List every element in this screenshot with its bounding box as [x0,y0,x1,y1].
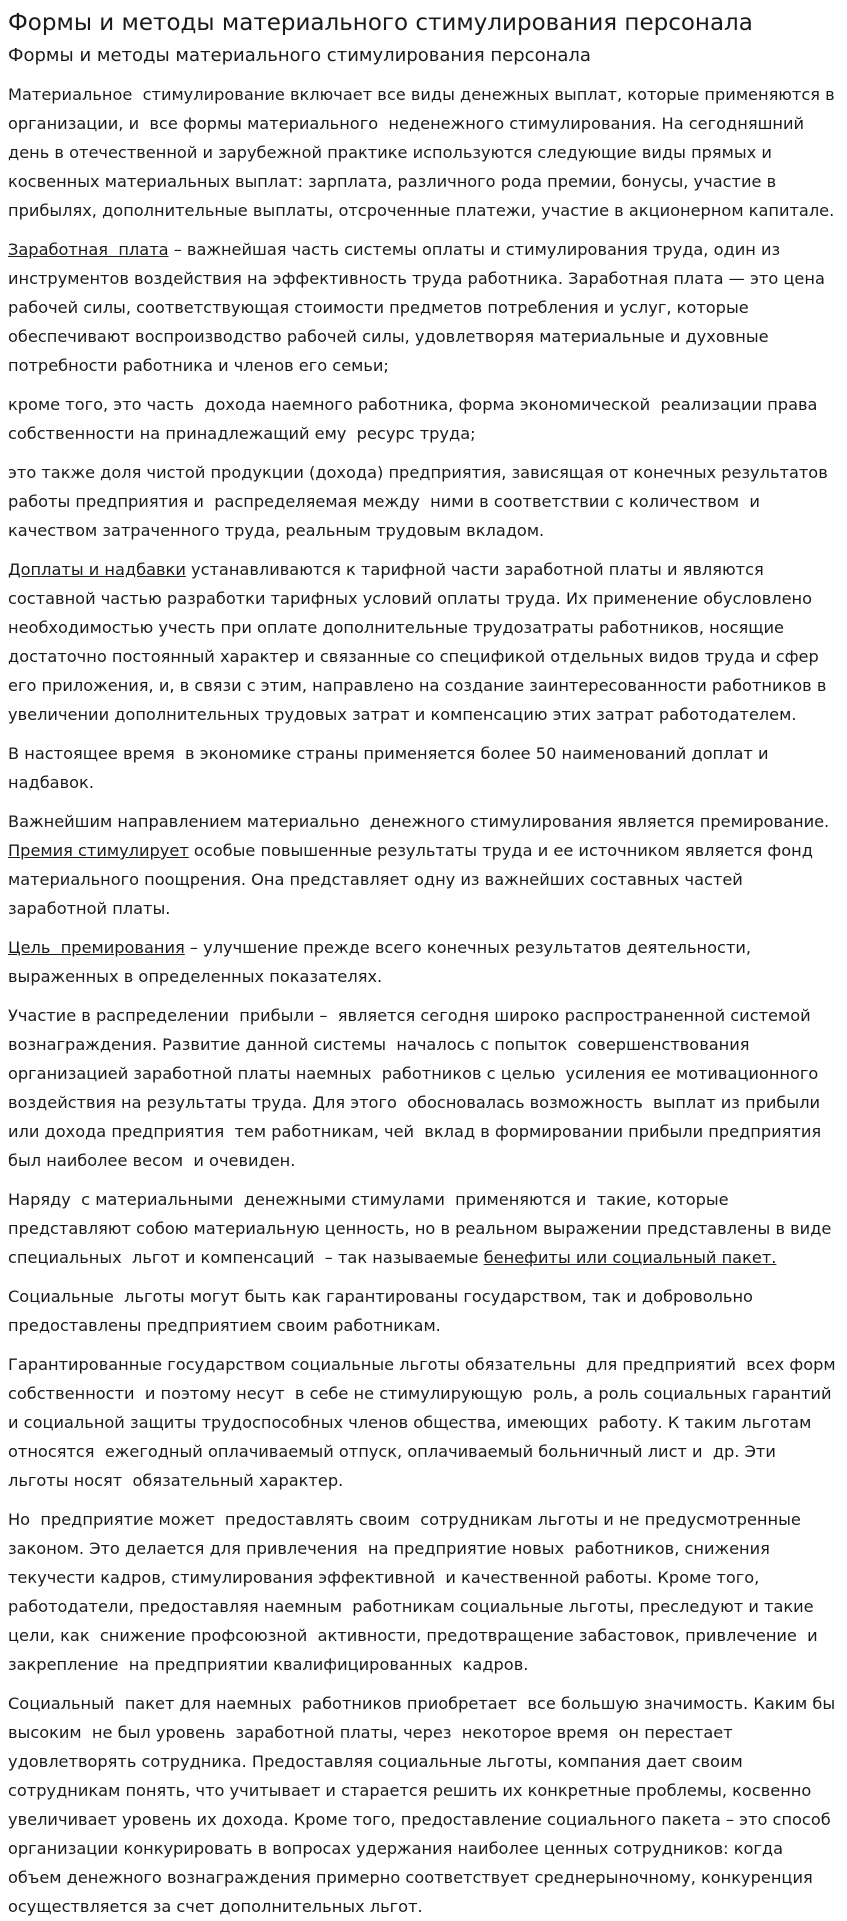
paragraph-benefits [8,1185,841,1272]
paragraph-allowances-count: В настоящее время в экономике страны применяется более 50 наименований доплат и надбавок. [8,744,774,792]
paragraph-salary [8,235,841,380]
paragraph-allowances [8,555,841,729]
paragraph-text: устанавливаются к тарифной части заработной платы и являются составной частью разработки тарифных условий оплаты труда. Их применение обусловлено необходимостью учесть при оплате дополнительные трудозатраты работников, носящие достаточно постоянный характер и связанные со спецификой отдельных видов труда и сфер его приложения, и, в связи с этим, направлено на создание заинтересованности работников в увеличении дополнительных трудовых затрат и компенсацию этих затрат работодателем. [8,560,832,724]
paragraph-text: особые повышенные результаты труда и ее источником является фонд материального поощрения. Она представляет одну из важнейших составных частей заработной платы. [8,841,819,918]
paragraph-text: – улучшение прежде всего конечных результатов деятельности, выраженных в определенных показателях. [8,938,757,986]
paragraph-voluntary-benefits: Но предприятие может предоставлять своим сотрудникам льготы и не предусмотренные законом. Это делается для привлечения на предприятие новых работников, снижения текучести кадров, стимулирования эффективной и качественной работы. Кроме того, работодатели, предоставляя наемным работникам социальные льготы, преследуют и такие цели, как снижение профсоюзной активности, предотвращение забастовок, привлечение и закрепление на предприятии квалифицированных кадров. [8,1510,823,1674]
term-bonus-link[interactable]: Премия стимулирует [8,841,189,860]
term-benefits-link[interactable]: бенефиты или социальный пакет. [483,1248,777,1267]
paragraph-text: Наряду с материальными денежными стимулами применяются и такие, которые представляют собою материальную ценность, но в реальном выражении представлены в виде специальных льгот и компенсаций – так называемые [8,1190,837,1267]
paragraph-social-benefits: Социальные льготы могут быть как гарантированы государством, так и добровольно предоставлены предприятием своим работникам. [8,1287,759,1335]
paragraph-salary-income: кроме того, это часть дохода наемного работника, форма экономической реализации права собственности на принадлежащий ему ресурс труда; [8,395,823,443]
term-allowances-link[interactable]: Доплаты и надбавки [8,560,186,579]
paragraph-guaranteed-benefits: Гарантированные государством социальные льготы обязательны для предприятий всех форм собственности и поэтому несут в себе не стимулирующую роль, а роль социальных гарантий и социальной защиты трудоспособных членов общества, имеющих работу. К таким льготам относятся ежегодный оплачиваемый отпуск, оплачиваемый больничный лист и др. Эти льготы носят обязательный характер. [8,1355,841,1490]
paragraph-intro: Материальное стимулирование включает все виды денежных выплат, которые применяются в организации, и все формы материального неденежного стимулирования. На сегодняшний день в отечественной и зарубежной практике используются следующие виды прямых и косвенных материальных выплат: зарплата, различного рода премии, бонусы, участие в прибылях, дополнительные выплаты, отсроченные платежи, участие в акционерном капитале. [8,85,840,220]
paragraph-bonus [8,807,841,923]
paragraph-text: – важнейшая часть системы оплаты и стимулирования труда, один из инструментов воздействия на эффективность труда работника. Заработная плата — это цена рабочей силы, соответствующая стоимости предметов потребления и услуг, которые обеспечивают воспроизводство рабочей силы, удовлетворяя материальные и духовные потребности работника и членов его семьи; [8,240,831,375]
term-bonus-goal-link[interactable]: Цель премирования [8,938,185,957]
term-salary-link[interactable]: Заработная плата [8,240,169,259]
page-subtitle: Формы и методы материального стимулирования персонала [8,45,591,66]
paragraph-salary-share: это также доля чистой продукции (дохода) предприятия, зависящая от конечных результатов работы предприятия и распределяемая между ними в соответствии с количеством и качеством затраченного труда, реальным трудовым вкладом. [8,463,833,540]
paragraph-social-package: Социальный пакет для наемных работников приобретает все большую значимость. Каким бы высоким не был уровень заработной платы, через некоторое время он перестает удовлетворять сотрудника. Предоставляя социальные льготы, компания дает своим сотрудникам понять, что учитывает и старается решить их конкретные проблемы, косвенно увеличивает уровень их дохода. Кроме того, предоставление социального пакета – это способ организации конкурировать в вопросах удержания наиболее ценных сотрудников: когда объем денежного вознаграждения примерно соответствует среднерыночному, конкуренция осуществляется за счет дополнительных льгот. [8,1694,841,1916]
page-title: Формы и методы материального стимулирования персонала [8,10,753,36]
paragraph-bonus-goal [8,933,841,991]
paragraph-text: Важнейшим направлением материально денежного стимулирования является премирование. [8,812,835,831]
paragraph-profit-sharing: Участие в распределении прибыли – является сегодня широко распространенной системой вознаграждения. Развитие данной системы началось с попыток совершенствования организацией заработной платы наемных работников с целью усиления ее мотивационного воздействия на результаты труда. Для этого обосновалась возможность выплат из прибыли или дохода предприятия тем работникам, чей вклад в формировании прибыли предприятия был наиболее весом и очевиден. [8,1006,827,1170]
